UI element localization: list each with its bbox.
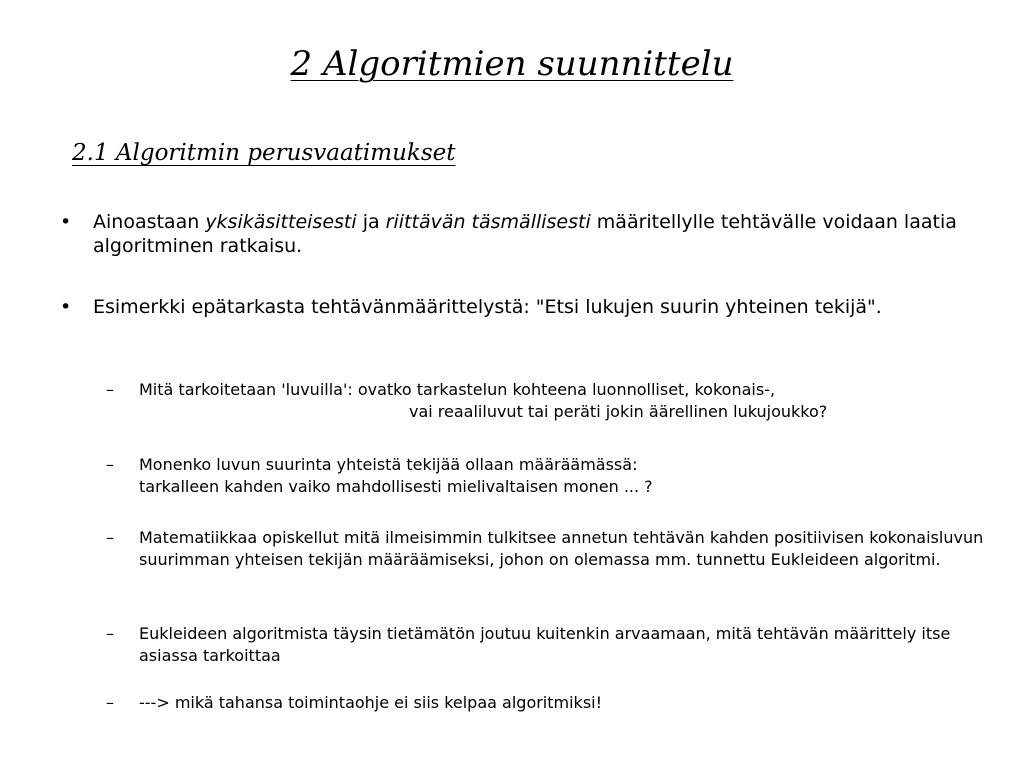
subbullet-line: Monenko luvun suurinta yhteistä tekijää ollaan määräämässä:	[139, 455, 638, 474]
dash-icon: –	[106, 624, 114, 643]
bullet-text-part: ja	[356, 211, 386, 233]
subbullet-item-1	[106, 379, 986, 423]
subbullet-text: Eukleideen algoritmista täysin tietämätön joutuu kuitenkin arvaamaan, mitä tehtävän määrittely itse asiassa tarkoittaa	[139, 624, 951, 665]
dash-icon: –	[106, 693, 114, 712]
slide-title: 2 Algoritmien suunnittelu	[290, 44, 734, 84]
bullet-item-1	[60, 210, 960, 258]
subbullet-item-5	[106, 692, 986, 714]
emphasis-text: riittävän täsmällisesti	[385, 211, 591, 233]
subbullet-item-3	[106, 527, 986, 571]
subbullet-text	[139, 454, 986, 498]
section-subtitle: 2.1 Algoritmin perusvaatimukset	[72, 140, 456, 166]
bullet-text	[93, 210, 960, 258]
subbullet-line: tarkalleen kahden vaiko mahdollisesti mielivaltaisen monen ... ?	[139, 477, 653, 496]
subbullet-line: Mitä tarkoitetaan 'luvuilla': ovatko tarkastelun kohteena luonnolliset, kokonais-,	[139, 380, 776, 399]
subbullet-line: vai reaaliluvut tai peräti jokin äärellinen lukujoukko?	[409, 402, 828, 421]
bullet-text: Esimerkki epätarkasta tehtävänmäärittelystä: "Etsi lukujen suurin yhteinen tekijä".	[93, 296, 882, 318]
subbullet-item-2	[106, 454, 986, 498]
dash-icon: –	[106, 528, 114, 547]
bullet-text-part: määritellylle tehtävälle voidaan laatia algoritminen ratkaisu.	[93, 211, 957, 257]
bullet-dot-icon: •	[60, 296, 72, 318]
bullet-dot-icon: •	[60, 211, 72, 233]
subbullet-text: Matematiikkaa opiskellut mitä ilmeisimmin tulkitsee annetun tehtävän kahden positiivisen kokonaisluvun suurimman yhteisen tekijän määräämiseksi, johon on olemassa mm. tunnettu Eukleideen algoritmi.	[139, 528, 984, 569]
bullet-text-part: Ainoastaan	[93, 211, 206, 233]
dash-icon: –	[106, 380, 114, 399]
subbullet-text	[139, 379, 986, 423]
subbullet-text: ---> mikä tahansa toimintaohje ei siis kelpaa algoritmiksi!	[139, 693, 603, 712]
subbullet-item-4	[106, 623, 986, 667]
bullet-item-2	[60, 295, 960, 319]
dash-icon: –	[106, 455, 114, 474]
emphasis-text: yksikäsitteisesti	[205, 211, 357, 233]
